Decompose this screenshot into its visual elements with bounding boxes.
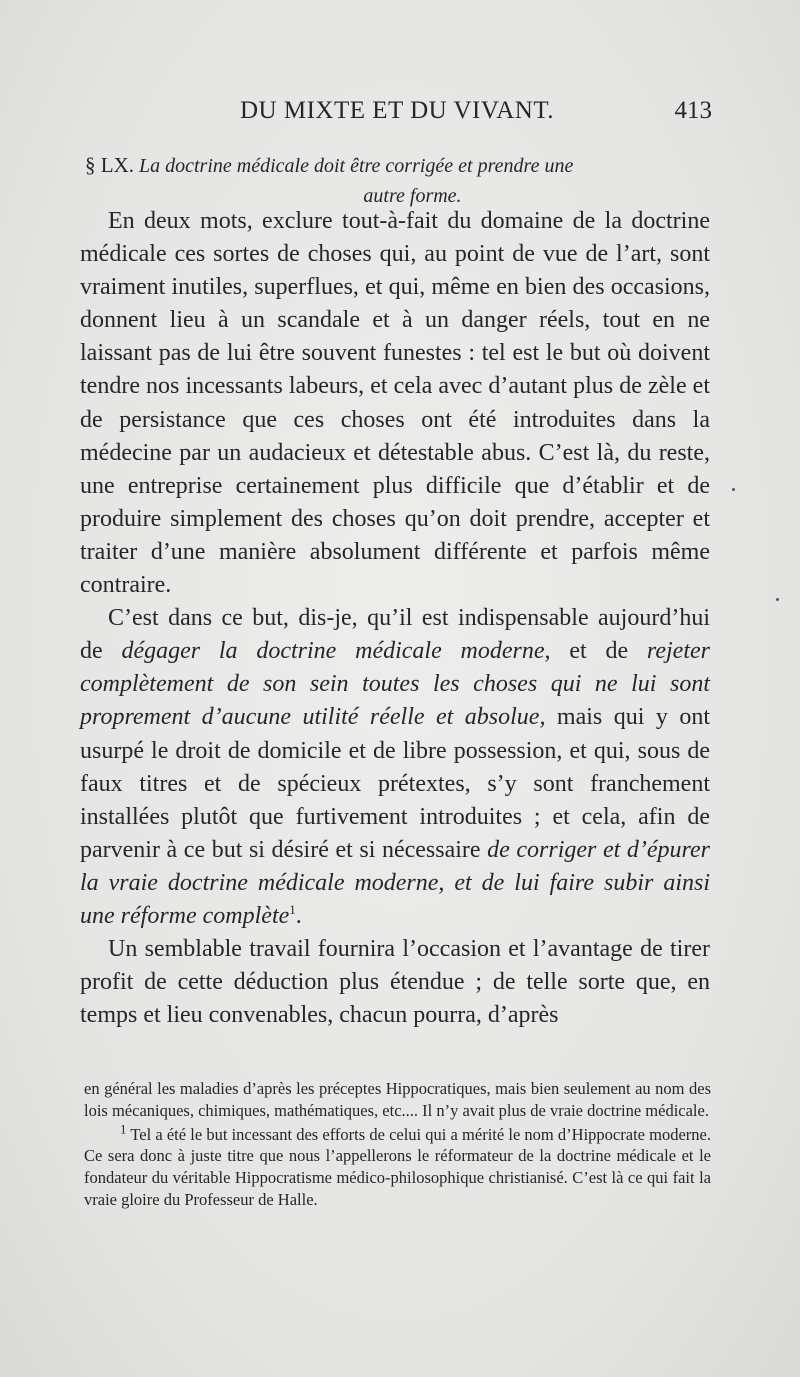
- section-heading: [85, 150, 710, 211]
- emphasis: dégager la doctrine médicale moderne,: [121, 638, 551, 665]
- footnote-marker: 1: [120, 1121, 127, 1137]
- running-title: DU MIXTE ET DU VIVANT.: [240, 97, 554, 124]
- paragraph-3: Un semblable travail fournira l’occasion et l’avantage de tirer profit de cette déduction plus étendue ; de telle sorte que, en temps et lieu convenables, chacun pourra, d’après: [80, 936, 710, 1029]
- paper-speck: [776, 598, 779, 601]
- section-title-line2: autre forme.: [363, 185, 462, 207]
- paragraph-2: C’est dans ce but, dis-je, qu’il est indispensable aujourd’hui de dégager la doctrine médicale moderne, et de rejeter complètement de son sein toutes les choses qui ne lui sont proprement d’aucune utilité réelle et absolue, mais qui y ont usurpé le droit de domicile et de libre possession, et qui, sous de faux titres et de spécieux prétextes, s’y sont franchement installées plutôt que furtivement introduites ; et cela, afin de parvenir à ce but si désiré et si nécessaire de corriger et d’épurer la vraie doctrine médicale moderne, et de lui faire subir ainsi une réforme complète$^1$.: [80, 605, 710, 929]
- section-number: § LX.: [85, 153, 134, 177]
- footnote-1: $^1$ Tel a été le but incessant des efforts de celui qui a mérité le nom d’Hippocrate moderne. Ce sera donc à juste titre que nous l’appellerons le réformateur de la doctrine médicale et le fondateur du véritable Hippocratisme médico-philosophique christianisé. C’est là ce qui fait la vraie gloire du Professeur de Halle.: [84, 1121, 711, 1209]
- emphasis: de corriger et d’épurer la vraie doctrine médicale moderne, et de lui faire subir ainsi une réforme complète: [80, 836, 710, 929]
- paper-speck: [732, 488, 735, 491]
- main-text: [80, 205, 710, 1032]
- emphasis: rejeter complètement de son sein toutes les choses qui ne lui sont proprement d’aucune utilité réelle et absolue,: [80, 638, 710, 731]
- footnotes: [84, 1078, 711, 1211]
- paragraph-1: En deux mots, exclure tout-à-fait du domaine de la doctrine médicale ces sortes de choses qui, au point de vue de l’art, sont vraiment inutiles, superflues, et qui, même en bien des occasions, donnent lieu à un scandale et à un danger réels, tout en ne laissant pas de lui être souvent funestes : tel est le but où doivent tendre nos incessants labeurs, et cela avec d’autant plus de zèle et de persistance que ces choses ont été introduites dans la médecine par un audacieux et détestable abus. C’est là, du reste, une entreprise certainement plus difficile que d’établir et de produire simplement des choses qu’on doit prendre, accepter et traiter d’une manière absolument différente et parfois même contraire.: [80, 208, 710, 599]
- footnote-continuation: en général les maladies d’après les préceptes Hippocratiques, mais bien seulement au nom des lois mécaniques, chimiques, mathématiques, etc.... Il n’y avait plus de vraie doctrine médicale.: [84, 1079, 711, 1120]
- section-title-line1: La doctrine médicale doit être corrigée et prendre une: [139, 155, 574, 177]
- page-number: 413: [674, 97, 712, 124]
- footnote-ref: 1: [289, 901, 296, 917]
- page-header: [80, 96, 712, 126]
